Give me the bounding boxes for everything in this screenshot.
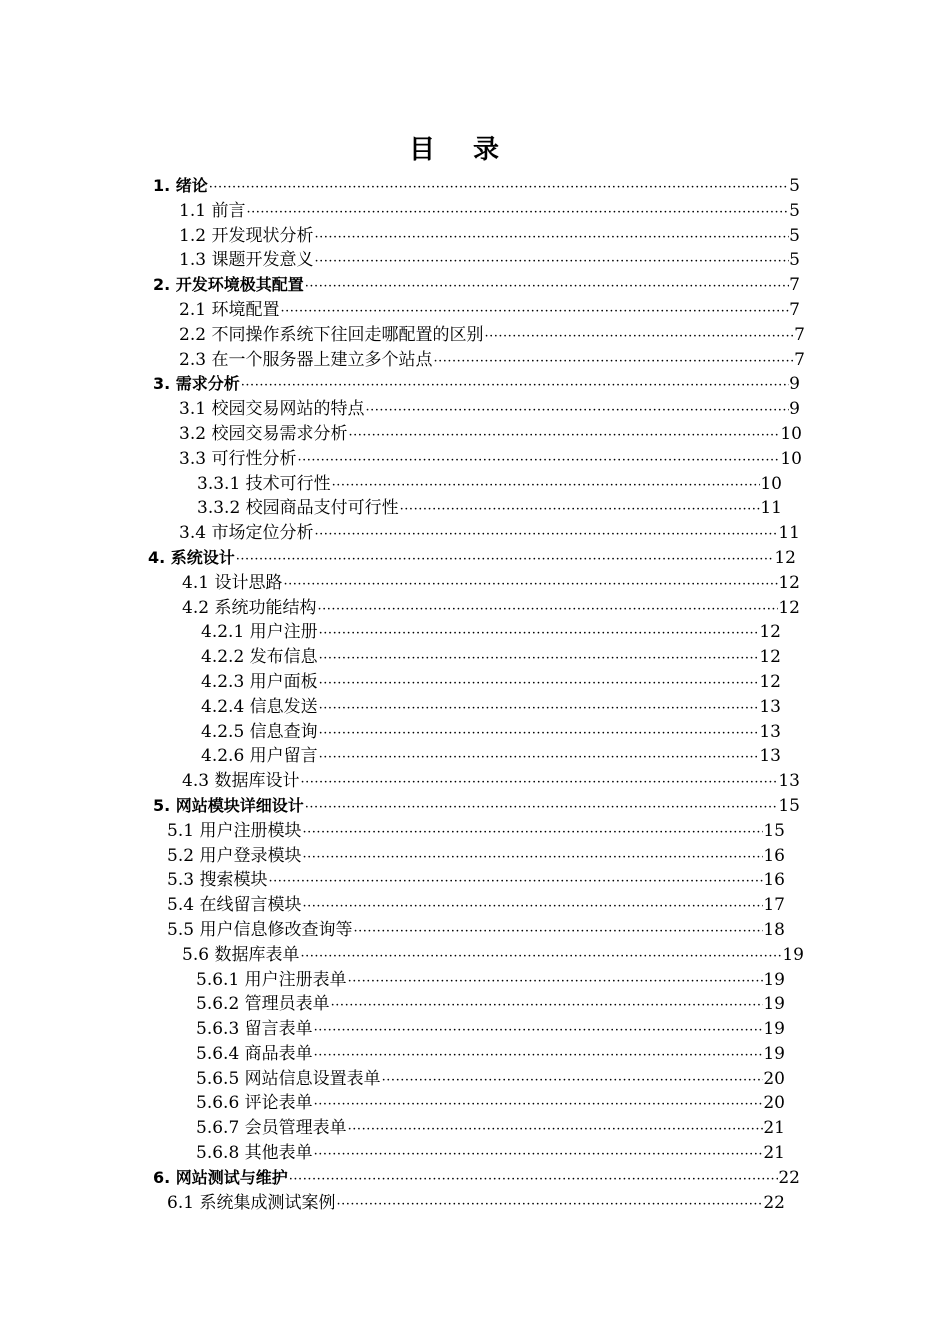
toc-page-number: 9 (789, 374, 800, 395)
toc-entry-title: 5. 网站模块详细设计 (153, 795, 304, 815)
toc-page-number: 18 (763, 919, 785, 940)
toc-entry[interactable] (196, 1141, 785, 1166)
toc-page-number: 12 (778, 597, 800, 618)
toc-entry-title: 3.3.2 校园商品支付可行性 (197, 498, 399, 519)
toc-entry[interactable] (167, 893, 785, 918)
toc-entry-title: 4.2.5 信息查询 (201, 721, 318, 742)
toc-entry-title: 3.3 可行性分析 (179, 448, 297, 469)
toc-dot-leader (330, 994, 764, 1017)
toc-entry[interactable] (167, 844, 785, 869)
toc-page-number: 19 (763, 1043, 785, 1064)
toc-dot-leader (304, 275, 789, 298)
toc-entry-title: 5.6.6 评论表单 (196, 1093, 313, 1114)
toc-entry[interactable] (153, 1166, 800, 1191)
toc-title (0, 130, 910, 170)
toc-entry-title: 5.6.3 留言表单 (196, 1019, 313, 1040)
toc-entry-title: 3.4 市场定位分析 (179, 523, 314, 544)
toc-entry-title: 1. 绪论 (153, 176, 208, 195)
toc-dot-leader (483, 325, 794, 348)
toc-entry[interactable] (179, 323, 805, 348)
toc-entry[interactable] (196, 968, 785, 993)
toc-title-char-1: 目 (408, 135, 437, 165)
toc-page-number: 20 (763, 1093, 785, 1114)
toc-page-number: 9 (789, 399, 800, 420)
toc-dot-leader (316, 598, 778, 621)
toc-entry-title: 4.2.1 用户注册 (201, 622, 318, 643)
toc-entry-title: 5.4 在线留言模块 (167, 895, 302, 916)
toc-page-number: 15 (778, 795, 800, 816)
toc-dot-leader (318, 672, 760, 695)
toc-page-number: 10 (760, 473, 782, 494)
toc-dot-leader (240, 374, 789, 397)
toc-entry[interactable] (196, 1017, 785, 1042)
toc-dot-leader (399, 498, 761, 521)
toc-entry-title: 4.3 数据库设计 (182, 771, 300, 792)
toc-entry[interactable] (167, 819, 785, 844)
toc-page-number: 7 (789, 275, 800, 296)
toc-entry[interactable] (197, 472, 782, 497)
toc-page-number: 15 (763, 820, 785, 841)
toc-entry-title: 5.6 数据库表单 (182, 944, 300, 965)
toc-entry-title: 5.2 用户登录模块 (167, 845, 302, 866)
toc-list (0, 174, 950, 1215)
toc-entry-title: 5.6.1 用户注册表单 (196, 969, 347, 990)
toc-dot-leader (299, 945, 782, 968)
toc-dot-leader (245, 201, 789, 224)
toc-page-number: 5 (789, 176, 800, 196)
toc-entry[interactable] (182, 769, 800, 794)
toc-entry-title: 2.2 不同操作系统下往回走哪配置的区别 (179, 324, 484, 345)
toc-entry[interactable] (182, 596, 800, 621)
toc-dot-leader (313, 226, 789, 249)
toc-entry[interactable] (201, 670, 781, 695)
toc-title-char-2: 录 (473, 135, 502, 165)
toc-entry[interactable] (196, 1091, 785, 1116)
toc-dot-leader (335, 1193, 763, 1216)
toc-entry-title: 4. 系统设计 (148, 547, 235, 567)
toc-dot-leader (288, 1168, 779, 1191)
toc-dot-leader (279, 300, 789, 323)
toc-page-number: 5 (789, 200, 800, 221)
toc-page-number: 11 (778, 523, 800, 544)
toc-page-number: 5 (789, 250, 800, 271)
toc-entry[interactable] (153, 372, 800, 397)
toc-dot-leader (313, 1093, 764, 1116)
toc-entry-title: 5.6.2 管理员表单 (196, 994, 330, 1015)
toc-entry[interactable] (179, 199, 800, 224)
toc-dot-leader (352, 920, 763, 943)
toc-page-number: 10 (780, 423, 802, 444)
toc-entry-title: 2.1 环境配置 (179, 299, 280, 320)
toc-page-number: 16 (763, 845, 785, 866)
toc-entry-title: 6. 网站测试与维护 (153, 1167, 288, 1187)
toc-dot-leader (299, 771, 778, 794)
toc-page-number: 12 (774, 547, 796, 568)
toc-entry[interactable] (197, 496, 782, 521)
toc-entry[interactable] (182, 943, 804, 968)
toc-page-number: 19 (763, 969, 785, 990)
toc-entry[interactable] (179, 348, 805, 373)
toc-entry[interactable] (153, 794, 800, 819)
toc-dot-leader (301, 846, 763, 869)
toc-entry[interactable] (148, 546, 796, 571)
toc-entry-title: 3.3.1 技术可行性 (197, 473, 331, 494)
toc-entry-title: 5.6.4 商品表单 (196, 1043, 313, 1064)
toc-dot-leader (313, 1044, 764, 1067)
toc-entry[interactable] (201, 720, 781, 745)
toc-page-number: 13 (759, 721, 781, 742)
toc-page-number: 21 (763, 1143, 785, 1164)
toc-entry[interactable] (167, 868, 785, 893)
toc-dot-leader (347, 1118, 764, 1141)
toc-entry[interactable] (196, 1116, 785, 1141)
toc-entry[interactable] (196, 1067, 785, 1092)
toc-page-number: 17 (763, 895, 785, 916)
toc-entry-title: 3. 需求分析 (153, 374, 240, 394)
toc-dot-leader (301, 821, 763, 844)
toc-entry-title: 4.2 系统功能结构 (182, 597, 317, 618)
toc-entry-title: 4.2.2 发布信息 (201, 647, 318, 668)
toc-page-number: 22 (763, 1192, 785, 1213)
toc-entry[interactable] (153, 174, 800, 199)
toc-page-number: 19 (763, 1019, 785, 1040)
toc-page-number: 12 (778, 572, 800, 593)
toc-entry-title: 4.1 设计思路 (182, 572, 283, 593)
toc-entry-title: 4.2.3 用户面板 (201, 671, 318, 692)
toc-entry-title: 3.2 校园交易需求分析 (179, 423, 348, 444)
toc-page-number: 20 (763, 1068, 785, 1089)
toc-dot-leader (347, 424, 780, 447)
toc-entry-title: 5.6.7 会员管理表单 (196, 1118, 347, 1139)
toc-entry-title: 5.1 用户注册模块 (167, 820, 302, 841)
toc-dot-leader (313, 523, 778, 546)
toc-page-number: 13 (759, 746, 781, 767)
toc-entry[interactable] (179, 521, 800, 546)
toc-dot-leader (296, 449, 780, 472)
toc-entry-title: 1.3 课题开发意义 (179, 250, 314, 271)
toc-entry-title: 4.2.6 用户留言 (201, 746, 318, 767)
toc-entry-title: 5.3 搜索模块 (167, 870, 268, 891)
toc-page-number: 12 (759, 671, 781, 692)
toc-dot-leader (318, 622, 760, 645)
toc-dot-leader (331, 474, 761, 497)
toc-page-number: 10 (780, 448, 802, 469)
toc-page-number: 19 (782, 944, 804, 965)
toc-entry[interactable] (201, 645, 781, 670)
toc-page-number: 7 (794, 349, 805, 370)
toc-dot-leader (282, 573, 778, 596)
toc-entry[interactable] (179, 422, 802, 447)
toc-page-number: 7 (789, 299, 800, 320)
toc-dot-leader (432, 350, 794, 373)
toc-page-number: 19 (763, 994, 785, 1015)
toc-page-number: 21 (763, 1118, 785, 1139)
toc-dot-leader (347, 970, 764, 993)
toc-entry-title: 4.2.4 信息发送 (201, 696, 318, 717)
toc-page-number: 5 (789, 225, 800, 246)
toc-entry[interactable] (179, 298, 800, 323)
toc-page-number: 16 (763, 870, 785, 891)
toc-entry[interactable] (201, 695, 781, 720)
toc-dot-leader (267, 870, 763, 893)
toc-dot-leader (313, 250, 789, 273)
toc-entry-title: 1.2 开发现状分析 (179, 225, 314, 246)
toc-dot-leader (235, 548, 775, 571)
toc-entry[interactable] (179, 447, 802, 472)
toc-entry[interactable] (179, 397, 800, 422)
toc-page-number: 13 (778, 771, 800, 792)
toc-page-number: 7 (794, 324, 805, 345)
toc-dot-leader (318, 697, 760, 720)
toc-entry[interactable] (196, 992, 785, 1017)
toc-dot-leader (313, 1019, 764, 1042)
toc-entry[interactable] (153, 273, 800, 298)
toc-page-number: 13 (759, 696, 781, 717)
toc-entry-title: 5.6.5 网站信息设置表单 (196, 1068, 381, 1089)
toc-entry[interactable] (179, 248, 800, 273)
toc-dot-leader (318, 746, 760, 769)
toc-dot-leader (364, 399, 789, 422)
toc-page-number: 12 (759, 647, 781, 668)
toc-entry-title: 5.6.8 其他表单 (196, 1143, 313, 1164)
toc-dot-leader (318, 647, 760, 670)
toc-dot-leader (304, 796, 779, 819)
toc-entry[interactable] (179, 224, 800, 249)
toc-entry-title: 2.3 在一个服务器上建立多个站点 (179, 349, 433, 370)
toc-entry-title: 2. 开发环境极其配置 (153, 275, 304, 295)
toc-entry-title: 5.5 用户信息修改查询等 (167, 919, 353, 940)
toc-page-number: 22 (778, 1167, 800, 1188)
toc-entry-title: 1.1 前言 (179, 200, 246, 221)
toc-entry[interactable] (196, 1042, 785, 1067)
toc-dot-leader (208, 176, 789, 199)
toc-dot-leader (381, 1069, 764, 1092)
toc-page-number: 12 (759, 622, 781, 643)
toc-dot-leader (318, 722, 760, 745)
toc-entry-title: 3.1 校园交易网站的特点 (179, 399, 365, 420)
toc-dot-leader (313, 1143, 764, 1166)
toc-entry[interactable] (167, 918, 785, 943)
toc-page-number: 11 (760, 498, 782, 519)
toc-entry[interactable] (182, 571, 800, 596)
toc-entry-title: 6.1 系统集成测试案例 (167, 1192, 336, 1213)
toc-entry[interactable] (201, 620, 781, 645)
toc-entry[interactable] (201, 744, 781, 769)
toc-dot-leader (301, 895, 763, 918)
toc-entry[interactable] (167, 1191, 785, 1216)
